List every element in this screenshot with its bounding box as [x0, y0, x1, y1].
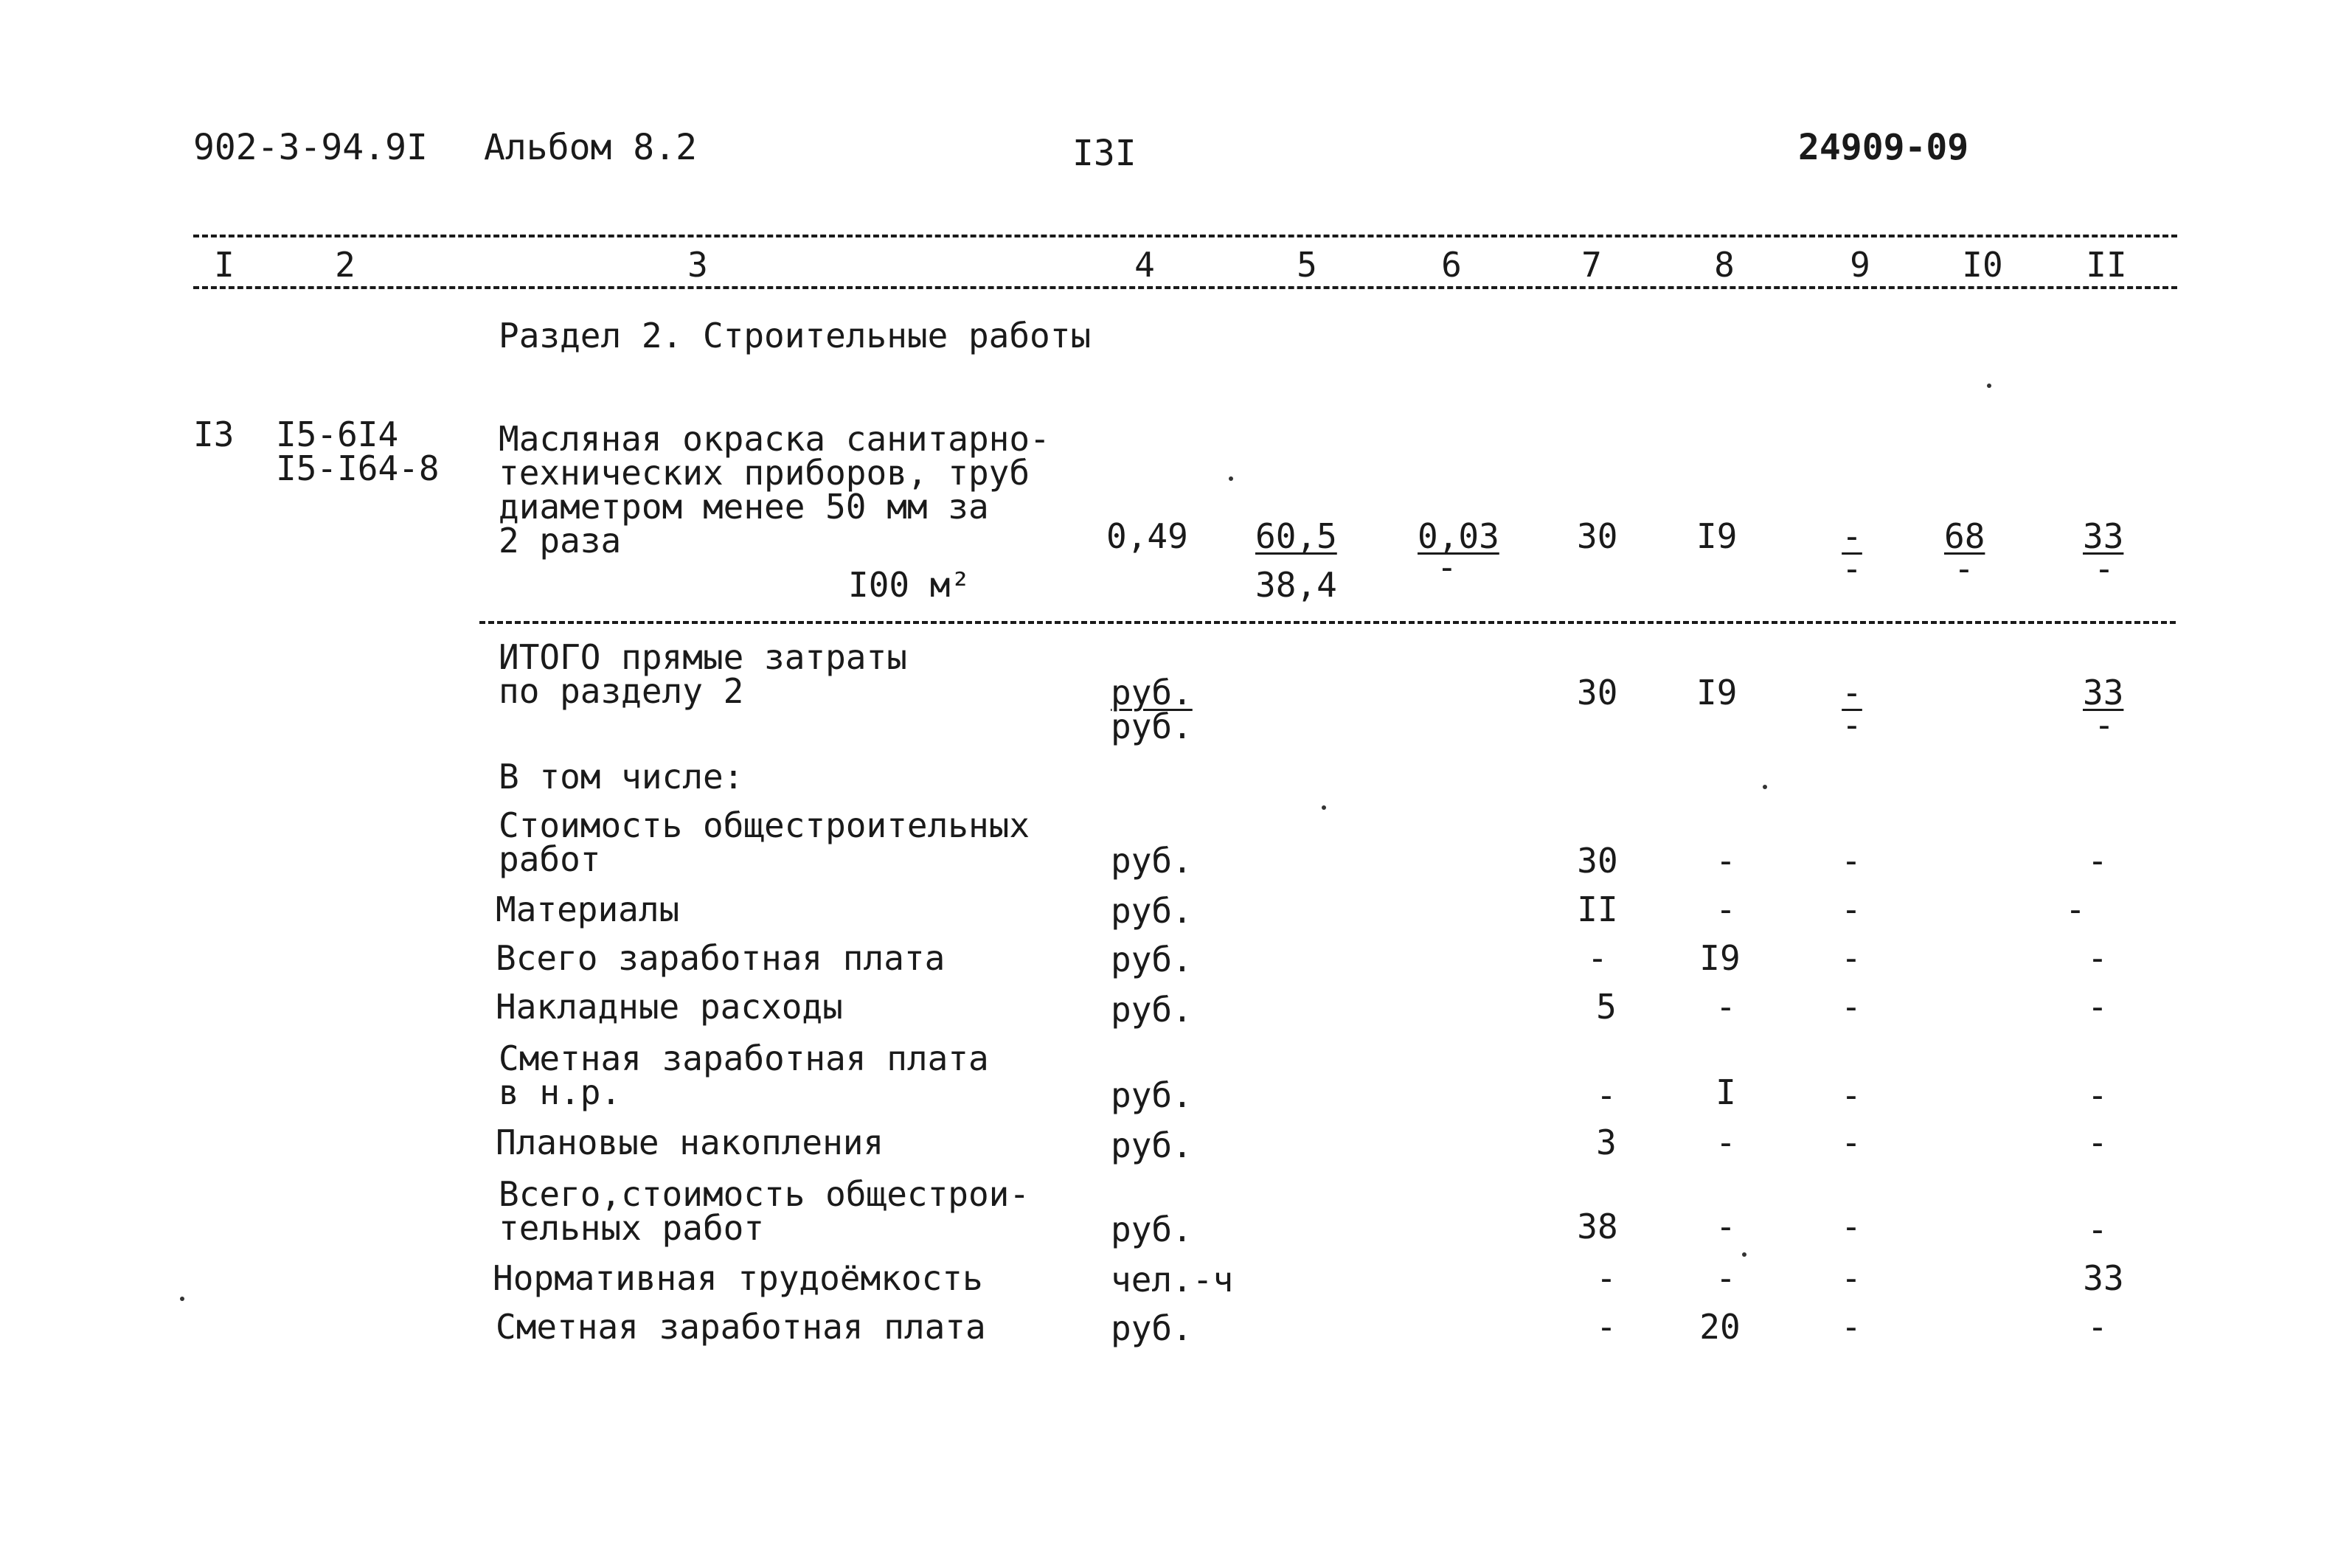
breakdown-unit: руб.	[1111, 1308, 1193, 1348]
including-label: В том числе:	[499, 757, 744, 797]
item-number: I3	[193, 414, 235, 454]
totals-col11-bottom: -	[2094, 705, 2115, 745]
breakdown-col9: -	[1841, 889, 1862, 929]
breakdown-col8: -	[1716, 1207, 1736, 1246]
breakdown-unit: руб.	[1111, 1125, 1193, 1165]
column-number-6: 6	[1441, 245, 1462, 285]
scan-speck	[1742, 1252, 1746, 1257]
item-col9-top: -	[1842, 516, 1862, 556]
breakdown-col11: -	[2087, 841, 2108, 881]
breakdown-col11: -	[2087, 1307, 2108, 1347]
breakdown-unit: руб.	[1111, 891, 1193, 931]
breakdown-unit: руб.	[1111, 841, 1193, 881]
header-top-rule	[193, 235, 2177, 237]
column-number-4: 4	[1134, 245, 1155, 285]
breakdown-col7: II	[1577, 889, 1618, 929]
scan-speck	[1987, 384, 1991, 388]
item-description: Масляная окраска санитарно- технических приборов, труб диаметром менее 50 мм за 2 раза	[499, 419, 1050, 561]
scan-speck	[180, 1297, 184, 1301]
breakdown-col11: -	[2087, 1123, 2108, 1162]
breakdown-label: Стоимость общестроительных работ	[499, 805, 1030, 879]
breakdown-col11: -	[2087, 938, 2108, 978]
item-col5-bottom: 38,4	[1255, 565, 1337, 605]
breakdown-label: Всего,стоимость общестрои- тельных работ	[499, 1174, 1030, 1248]
breakdown-col8: I9	[1699, 938, 1741, 978]
item-separator-rule	[479, 621, 2176, 624]
totals-unit-bottom: руб.	[1111, 707, 1193, 746]
column-number-8: 8	[1714, 245, 1735, 285]
page-number: I3I	[1072, 133, 1137, 174]
breakdown-col8: -	[1716, 841, 1736, 881]
breakdown-col8: -	[1716, 987, 1736, 1027]
scan-speck	[1322, 805, 1326, 810]
breakdown-label: Всего заработная плата	[496, 938, 946, 978]
breakdown-col7: 38	[1577, 1207, 1618, 1246]
breakdown-col8: I	[1716, 1072, 1736, 1112]
totals-col9-top: -	[1842, 673, 1862, 712]
totals-col9-bottom: -	[1842, 705, 1862, 745]
breakdown-col9: -	[1841, 841, 1862, 881]
item-col10-bottom: -	[1954, 549, 1974, 589]
breakdown-col9: -	[1841, 1123, 1862, 1162]
breakdown-label: Материалы	[496, 889, 680, 929]
item-quantity: 0,49	[1106, 516, 1188, 556]
totals-label: ИТОГО прямые затраты по разделу 2	[499, 637, 907, 711]
inventory-number: 24909-09	[1798, 127, 1969, 168]
column-number-1: I	[214, 245, 235, 285]
breakdown-col11: -	[2087, 1210, 2108, 1249]
item-col6-top: 0,03	[1418, 516, 1499, 556]
item-col10-top: 68	[1944, 516, 1985, 556]
breakdown-col11: -	[2065, 889, 2086, 929]
totals-col8: I9	[1696, 673, 1738, 712]
breakdown-col9: -	[1841, 1307, 1862, 1347]
scan-speck	[1763, 785, 1767, 789]
album-label: Альбом 8.2	[484, 127, 697, 168]
breakdown-unit: руб.	[1111, 990, 1193, 1030]
breakdown-col8: -	[1716, 889, 1736, 929]
item-col11-top: 33	[2083, 516, 2124, 556]
column-number-2: 2	[335, 245, 355, 285]
breakdown-col9: -	[1841, 1258, 1862, 1298]
totals-col11-top: 33	[2083, 673, 2124, 712]
section-title: Раздел 2. Строительные работы	[499, 316, 1092, 355]
breakdown-unit: чел.-ч	[1111, 1260, 1234, 1300]
item-col6-bottom: -	[1437, 547, 1457, 587]
column-number-5: 5	[1297, 245, 1317, 285]
breakdown-col11: 33	[2083, 1258, 2124, 1298]
breakdown-col7: -	[1596, 1307, 1617, 1347]
scan-speck	[1229, 476, 1233, 481]
breakdown-col8: -	[1716, 1258, 1736, 1298]
breakdown-col11: -	[2087, 987, 2108, 1027]
breakdown-col7: 5	[1596, 987, 1617, 1027]
item-col11-bottom: -	[2094, 549, 2115, 589]
breakdown-col9: -	[1841, 938, 1862, 978]
breakdown-col7: -	[1596, 1075, 1617, 1115]
breakdown-unit: руб.	[1111, 1210, 1193, 1249]
item-codes: I5-6I4 I5-I64-8	[276, 414, 440, 488]
column-number-9: 9	[1850, 245, 1870, 285]
breakdown-col7: 30	[1577, 841, 1618, 881]
totals-unit-top: руб.	[1111, 673, 1193, 712]
breakdown-col8: -	[1716, 1123, 1736, 1162]
column-number-3: 3	[687, 245, 708, 285]
breakdown-label: Накладные расходы	[496, 987, 843, 1027]
breakdown-col9: -	[1841, 987, 1862, 1027]
breakdown-col7: -	[1596, 1258, 1617, 1298]
item-col5-top: 60,5	[1255, 516, 1337, 556]
column-number-10: I0	[1962, 245, 2003, 285]
breakdown-col7: 3	[1596, 1123, 1617, 1162]
header-bottom-rule	[193, 286, 2177, 289]
document-code: 902-3-94.9I	[193, 127, 428, 168]
breakdown-col9: -	[1841, 1075, 1862, 1115]
breakdown-unit: руб.	[1111, 1075, 1193, 1115]
breakdown-col9: -	[1841, 1207, 1862, 1246]
column-number-7: 7	[1581, 245, 1602, 285]
column-number-11: II	[2086, 245, 2127, 285]
item-unit: I00 м²	[848, 565, 971, 605]
breakdown-unit: руб.	[1111, 940, 1193, 979]
breakdown-label: Нормативная трудоёмкость	[493, 1258, 983, 1298]
item-col7: 30	[1577, 516, 1618, 556]
breakdown-label: Сметная заработная плата	[496, 1307, 986, 1347]
breakdown-col7: -	[1587, 938, 1608, 978]
breakdown-label: Сметная заработная плата в н.р.	[499, 1038, 989, 1112]
item-col8: I9	[1696, 516, 1738, 556]
breakdown-col11: -	[2087, 1075, 2108, 1115]
breakdown-col8: 20	[1699, 1307, 1741, 1347]
item-col9-bottom: -	[1842, 549, 1862, 589]
totals-col7: 30	[1577, 673, 1618, 712]
breakdown-label: Плановые накопления	[496, 1123, 884, 1162]
